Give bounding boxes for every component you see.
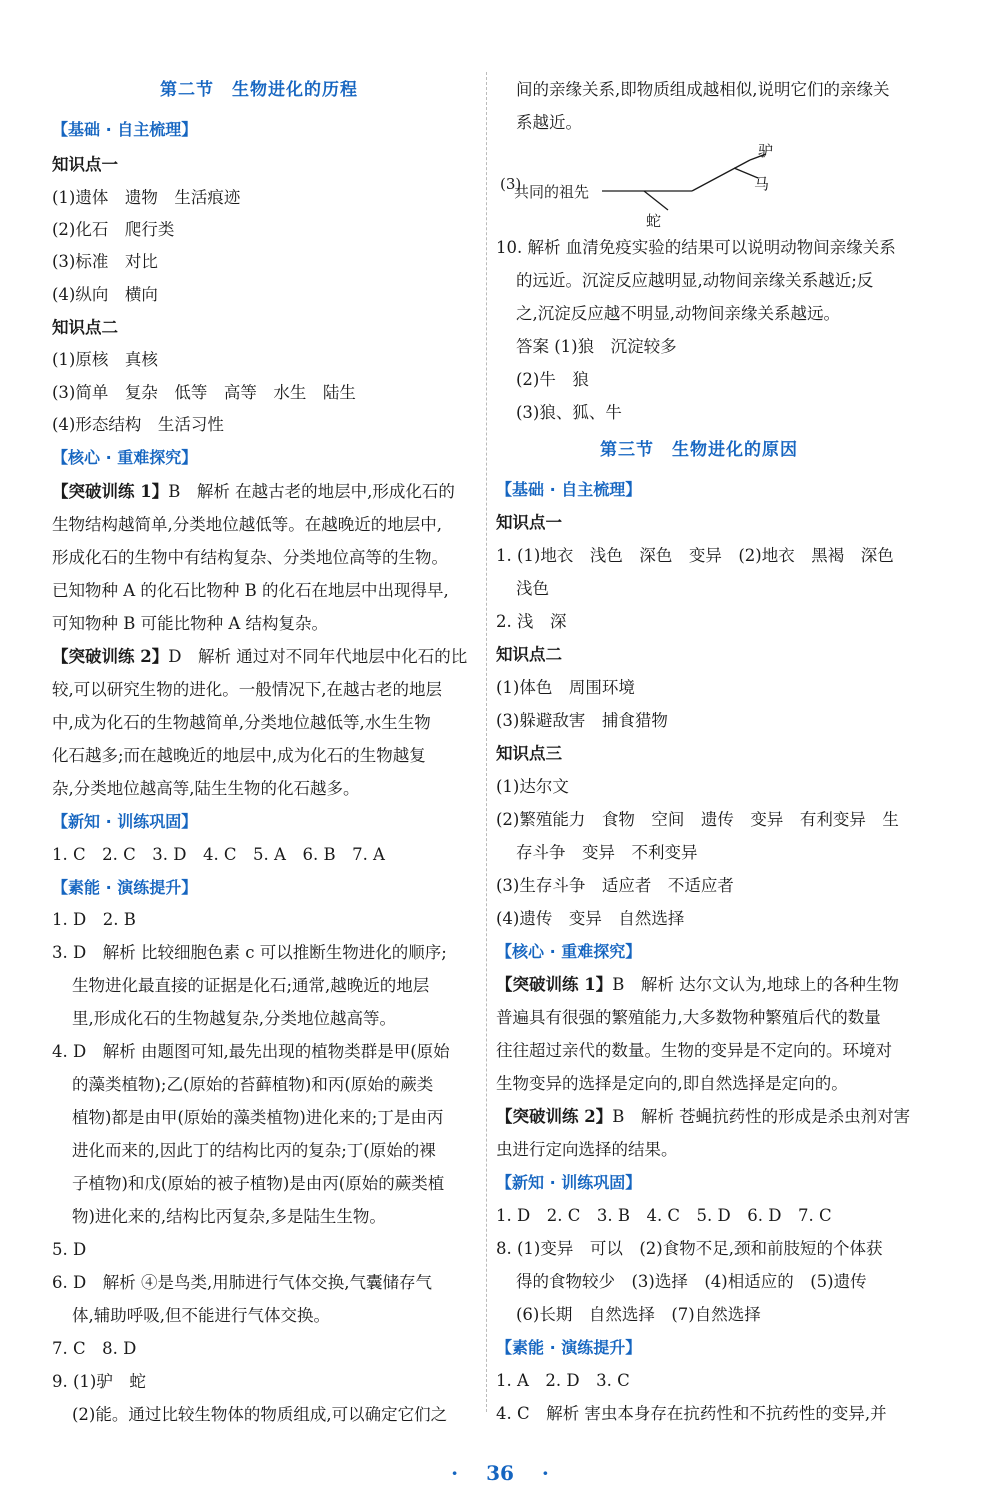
- tree-branch-c: [644, 191, 668, 210]
- exercise-label: 【突破训练 2】: [52, 647, 169, 666]
- text-line: (1)遗体 遗物 生活痕迹: [52, 188, 241, 207]
- exercise-label: 【突破训练 2】: [496, 1107, 613, 1126]
- exercise-label: 【突破训练 1】: [496, 975, 613, 994]
- text-line: (4)遗传 变异 自然选择: [496, 909, 685, 928]
- text-line: 10. 解析 血清免疫实验的结果可以说明动物间亲缘关系: [496, 238, 896, 257]
- page-number: 36: [486, 1461, 514, 1485]
- text-line: (1)达尔文: [496, 777, 569, 796]
- text-line: 4. C 解析 害虫本身存在抗药性和不抗药性的变异,并: [496, 1404, 887, 1423]
- text-line: 答案 (1)狼 沉淀较多: [516, 337, 677, 356]
- exercise-answer-line: [52, 647, 467, 667]
- text-line: (4)纵向 横向: [52, 285, 158, 304]
- exercise-text: B 解析 苍蝇抗药性的形成是杀虫剂对害: [612, 1107, 911, 1126]
- exercise-text: B 解析 在越古老的地层中,形成化石的: [168, 482, 455, 501]
- text-line: (2)能。通过比较生物体的物质组成,可以确定它们之: [72, 1405, 448, 1424]
- text-line: (2)化石 爬行类: [52, 220, 175, 239]
- exercise-answer-line: [496, 975, 899, 995]
- tree-branch-upper: [692, 160, 750, 191]
- text-line: 1. C 2. C 3. D 4. C 5. A 6. B 7. A: [52, 845, 385, 864]
- text-line: 的藻类植物);乙(原始的苔藓植物)和丙(原始的蕨类: [72, 1075, 434, 1094]
- text-line: 物)进化来的,结构比丙复杂,多是陆生生物。: [72, 1207, 386, 1226]
- knowledge-point-heading: 知识点二: [496, 645, 562, 664]
- text-line: (3)简单 复杂 低等 高等 水生 陆生: [52, 383, 356, 402]
- section-title: 第三节 生物进化的原因: [600, 440, 798, 460]
- footer-dot-right: ·: [541, 1461, 549, 1485]
- text-line: 进化而来的,因此丁的结构比丙的复杂;丁(原始的裸: [72, 1141, 436, 1160]
- text-line: 得的食物较少 (3)选择 (4)相适应的 (5)遗传: [516, 1272, 867, 1291]
- text-line: 形成化石的生物中有结构复杂、分类地位高等的生物。: [52, 548, 448, 567]
- text-line: 往往超过亲代的数量。生物的变异是不定向的。环境对: [496, 1041, 892, 1060]
- page-number-footer: [0, 1462, 1000, 1484]
- text-line: 杂,分类地位越高等,陆生生物的化石越多。: [52, 779, 360, 798]
- section-heading: 【基础 · 自主梳理】: [52, 120, 198, 139]
- tree-prefix: (3): [500, 175, 522, 193]
- text-line: 1. D 2. C 3. B 4. C 5. D 6. D 7. C: [496, 1206, 832, 1225]
- tree-leaf-a: 驴: [758, 142, 774, 160]
- exercise-answer-line: [496, 1107, 910, 1127]
- text-line: (3)生存斗争 适应者 不适应者: [496, 876, 734, 895]
- text-line: 的远近。沉淀反应越明显,动物间亲缘关系越近;反: [516, 271, 874, 290]
- text-line: (3)狼、狐、牛: [516, 403, 622, 422]
- exercise-answer-line: [52, 482, 455, 502]
- text-line: 里,形成化石的生物越复杂,分类地位越高等。: [72, 1009, 396, 1028]
- text-line: 体,辅助呼吸,但不能进行气体交换。: [72, 1306, 330, 1325]
- text-line: 1. D 2. B: [52, 910, 136, 929]
- text-line: 2. 浅 深: [496, 612, 567, 631]
- section-heading: 【素能 · 演练提升】: [52, 878, 198, 897]
- text-line: 1. A 2. D 3. C: [496, 1371, 630, 1390]
- text-line: 间的亲缘关系,即物质组成越相似,说明它们的亲缘关: [516, 80, 890, 99]
- text-line: 6. D 解析 ④是鸟类,用肺进行气体交换,气囊储存气: [52, 1273, 432, 1292]
- text-line: (3)躲避敌害 捕食猎物: [496, 711, 668, 730]
- text-line: 浅色: [516, 579, 549, 598]
- text-line: (2)繁殖能力 食物 空间 遗传 变异 有利变异 生: [496, 810, 899, 829]
- column-divider: [486, 72, 487, 1412]
- text-line: 子植物)和戊(原始的被子植物)是由丙(原始的蕨类植: [72, 1174, 445, 1193]
- text-line: 普遍具有很强的繁殖能力,大多数物种繁殖后代的数量: [496, 1008, 881, 1027]
- text-line: 9. (1)驴 蛇: [52, 1372, 146, 1391]
- footer-dot-left: ·: [451, 1461, 459, 1485]
- text-line: 虫进行定向选择的结果。: [496, 1140, 678, 1159]
- section-heading: 【新知 · 训练巩固】: [496, 1173, 642, 1192]
- section-title: 第二节 生物进化的历程: [160, 80, 358, 100]
- exercise-text: D 解析 通过对不同年代地层中化石的比: [168, 647, 468, 666]
- exercise-text: B 解析 达尔文认为,地球上的各种生物: [612, 975, 899, 994]
- text-line: 5. D: [52, 1240, 87, 1259]
- text-line: 7. C 8. D: [52, 1339, 137, 1358]
- text-line: 4. D 解析 由题图可知,最先出现的植物类群是甲(原始: [52, 1042, 450, 1061]
- tree-leaf-b: 马: [754, 175, 770, 193]
- text-line: 植物)都是由甲(原始的藻类植物)进化来的;丁是由丙: [72, 1108, 444, 1127]
- exercise-label: 【突破训练 1】: [52, 482, 169, 501]
- text-line: (2)牛 狼: [516, 370, 589, 389]
- text-line: 已知物种 A 的化石比物种 B 的化石在地层中出现得早,: [52, 581, 449, 600]
- text-line: 1. (1)地衣 浅色 深色 变异 (2)地衣 黑褐 深色: [496, 546, 894, 565]
- knowledge-point-heading: 知识点二: [52, 318, 118, 337]
- tree-root-label: 共同的祖先: [514, 183, 590, 201]
- text-line: (4)形态结构 生活习性: [52, 415, 224, 434]
- text-line: 生物进化最直接的证据是化石;通常,越晚近的地层: [72, 976, 430, 995]
- text-line: (3)标准 对比: [52, 252, 158, 271]
- knowledge-point-heading: 知识点一: [496, 513, 562, 532]
- section-heading: 【新知 · 训练巩固】: [52, 812, 198, 831]
- text-line: 较,可以研究生物的进化。一般情况下,在越古老的地层: [52, 680, 442, 699]
- text-line: 系越近。: [516, 113, 582, 132]
- text-line: 之,沉淀反应越不明显,动物间亲缘关系越远。: [516, 304, 840, 323]
- tree-leaf-c: 蛇: [646, 212, 662, 230]
- text-line: 化石越多;而在越晚近的地层中,成为化石的生物越复: [52, 746, 426, 765]
- text-line: 3. D 解析 比较细胞色素 c 可以推断生物进化的顺序;: [52, 943, 447, 962]
- text-line: 存斗争 变异 不利变异: [516, 843, 698, 862]
- text-line: 8. (1)变异 可以 (2)食物不足,颈和前肢短的个体获: [496, 1239, 883, 1258]
- text-line: (6)长期 自然选择 (7)自然选择: [516, 1305, 761, 1324]
- text-line: 生物变异的选择是定向的,即自然选择是定向的。: [496, 1074, 848, 1093]
- knowledge-point-heading: 知识点三: [496, 744, 562, 763]
- text-line: 生物结构越简单,分类地位越低等。在越晚近的地层中,: [52, 515, 442, 534]
- section-heading: 【素能 · 演练提升】: [496, 1338, 642, 1357]
- text-line: 中,成为化石的生物越简单,分类地位越低等,水生生物: [52, 713, 431, 732]
- text-line: (1)体色 周围环境: [496, 678, 635, 697]
- section-heading: 【核心 · 重难探究】: [496, 942, 642, 961]
- phylogenetic-tree-diagram: [496, 140, 796, 230]
- section-heading: 【核心 · 重难探究】: [52, 448, 198, 467]
- text-line: 可知物种 B 可能比物种 A 结构复杂。: [52, 614, 329, 633]
- section-heading: 【基础 · 自主梳理】: [496, 480, 642, 499]
- knowledge-point-heading: 知识点一: [52, 155, 118, 174]
- text-line: (1)原核 真核: [52, 350, 158, 369]
